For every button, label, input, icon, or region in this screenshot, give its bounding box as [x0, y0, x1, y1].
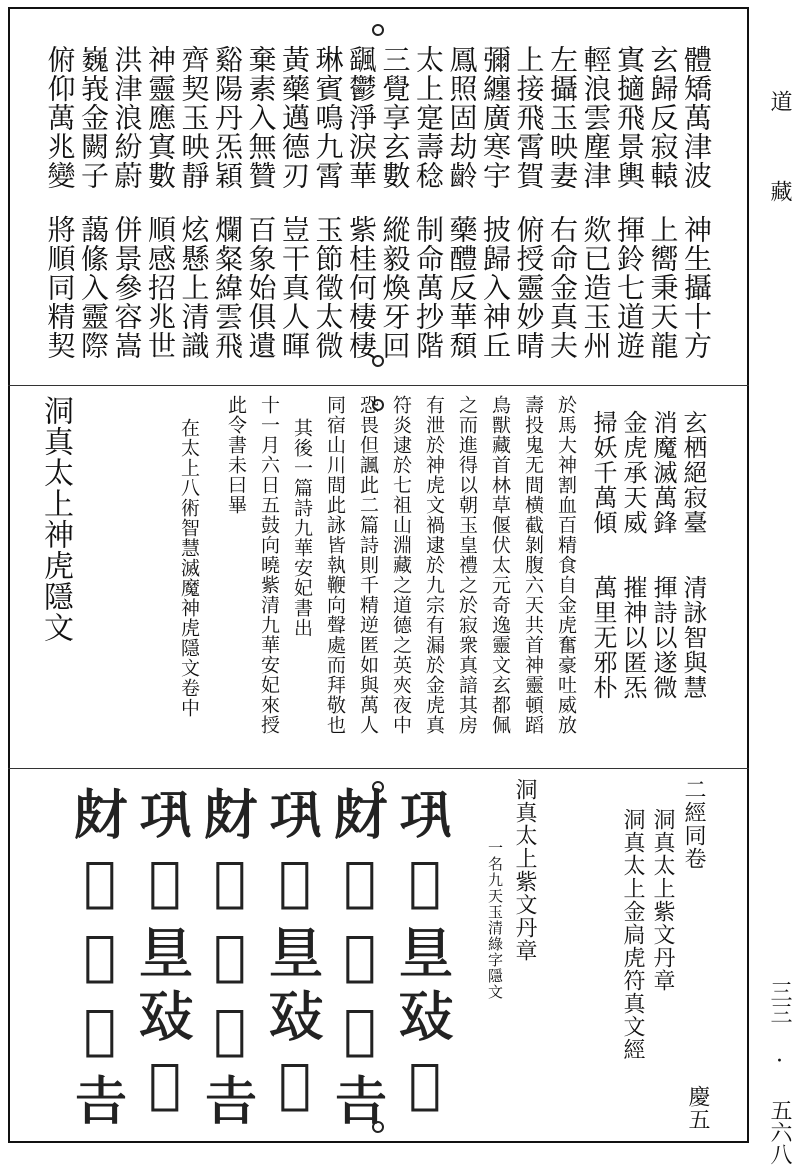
panel2-title: 洞真太上神虎隱文	[38, 395, 73, 643]
seal-script-column: 𢀜𡉢𥃿𢻽𤀎	[263, 785, 327, 1125]
verse-column: 玄歸反寂轅	[646, 45, 680, 190]
margin-page-number: 三三 · 五六八	[767, 980, 792, 1165]
seal-script-column: 𤿋𥪅𥄯𢔙𠮷	[68, 785, 132, 1135]
text-column: 有泄於神虎文禍逮於九宗有漏於金虎真	[423, 395, 445, 735]
panel3-alt-name: 一名九天玉清綠字隱文	[486, 840, 504, 1000]
verse-column: 上接飛霄賀	[512, 45, 546, 190]
verse-column: 將順同精契	[43, 215, 77, 360]
text-column: 於馬大神割血百精食自金虎奮豪吐威放	[555, 395, 577, 735]
verse-column: 琳賓鳴九霄	[311, 45, 345, 190]
verse-column: 鳳照固劫齡	[445, 45, 479, 190]
verse-column: 左攝玉映妻	[546, 45, 579, 190]
verse-column: 谿陽丹炁穎	[211, 45, 244, 190]
verse-column: 輕浪雲塵津	[579, 45, 613, 190]
panel3-subtitle-1: 洞真太上紫文丹章	[650, 808, 675, 992]
verse-column: 寘擿飛景輿	[613, 45, 646, 190]
verse-column: 揮鈴七道遊	[613, 215, 646, 360]
panel3-subtitle-2: 洞真太上金扃虎符真文經	[620, 808, 645, 1061]
text-column: 十一月六日五鼓向曉紫清九華安妃來授	[258, 395, 280, 735]
verse-column: 俯仰萬兆變	[43, 45, 77, 190]
verse-column: 俯授靈妙晴	[512, 215, 546, 360]
verse-column: 併景參容嵩	[110, 215, 144, 360]
text-column: 摧神以匿炁	[619, 575, 647, 700]
verse-column: 順感招兆世	[144, 215, 177, 360]
verse-column: 制命萬抄階	[412, 215, 445, 360]
text-column: 恐畏但諷此二篇詩則千精逆匿如與萬人	[357, 395, 379, 735]
text-column: 此令書未曰畢	[225, 395, 247, 515]
circle-mark	[372, 24, 384, 36]
seal-script-column: 𤿋𥪅𥄯𢔙𠮷	[198, 785, 262, 1135]
divider-1	[8, 385, 749, 386]
verse-column: 右命金真夫	[546, 215, 579, 360]
text-column: 在太上八術智慧滅魔神虎隱文卷中	[178, 418, 200, 718]
text-column: 玄栖絕寂臺	[679, 410, 707, 535]
verse-column: 炫懸上清識	[177, 215, 211, 360]
verse-column: 颻鬱淨淚華	[345, 45, 378, 190]
verse-column: 披歸入神丘	[479, 215, 512, 360]
verse-column: 玉節徵太微	[311, 215, 345, 360]
verse-column: 黃藥邁德刃	[278, 45, 311, 190]
text-column: 壽投鬼无間横截剝腹六天共首神靈頓蹈	[522, 395, 544, 735]
text-column: 之而進得以朝玉皇禮之於寂衆真諳其房	[456, 395, 478, 735]
panel3-title: 洞真太上紫文丹章	[512, 778, 537, 962]
verse-column: 百象始俱遺	[244, 215, 278, 360]
text-column: 掃妖千萬傾	[589, 410, 617, 535]
text-column: 符炎逮於七祖山淵藏之道德之英夾夜中	[390, 395, 412, 735]
verse-column: 巍峩金闕子	[77, 45, 110, 190]
verse-column: 體矯萬津波	[680, 45, 713, 190]
text-column: 其後一篇詩九華安妃書出	[291, 418, 313, 638]
verse-column: 彌纏廣寒宇	[479, 45, 512, 190]
text-column: 萬里无邪朴	[589, 575, 617, 700]
text-column: 鳥獸藏首林草偃伏太元奇逸靈文玄都佩	[489, 395, 511, 735]
verse-column: 紫桂何棲棲	[345, 215, 378, 360]
verse-column: 上嚮秉天龍	[646, 215, 680, 360]
text-column: 同宿山川間此詠皆執鞭向聲處而拜敬也	[324, 395, 346, 735]
verse-column: 爛粲緯雲飛	[211, 215, 244, 360]
verse-column: 神靈應寘數	[144, 45, 177, 190]
panel3-heading: 二經同卷	[681, 778, 706, 870]
seal-script-column: 𢀜𡉢𥃿𢻽𤀎	[393, 785, 457, 1125]
verse-column: 三覺享玄數	[378, 45, 412, 190]
text-column: 揮詩以遂微	[649, 575, 677, 700]
verse-column: 藥醴反華頹	[445, 215, 479, 360]
seal-script-column: 𤿋𥪅𥄯𢔙𠮷	[328, 785, 392, 1135]
verse-column: 豈干真人暉	[278, 215, 311, 360]
verse-column: 洪津浪紛蔚	[110, 45, 144, 190]
text-column: 消魔滅萬鋒	[649, 410, 677, 535]
text-column: 金虎承天威	[619, 410, 647, 535]
margin-label-second: 藏	[767, 180, 792, 202]
verse-column: 齊契玉映靜	[177, 45, 211, 190]
text-column: 清詠智與慧	[679, 575, 707, 700]
verse-column: 藹絛入靈際	[77, 215, 110, 360]
verse-column: 欻已造玉州	[579, 215, 613, 360]
verse-column: 棄素入無贊	[244, 45, 278, 190]
margin-label-top: 道	[767, 90, 792, 112]
verse-column: 太上寔壽稔	[412, 45, 445, 190]
verse-column: 神生攝十方	[680, 215, 713, 360]
panel3-mark: 慶五	[685, 1085, 710, 1131]
verse-column: 縱毅煥牙回	[378, 215, 412, 360]
seal-script-column: 𢀜𡉢𥃿𢻽𤀎	[133, 785, 197, 1125]
divider-2	[8, 768, 749, 769]
